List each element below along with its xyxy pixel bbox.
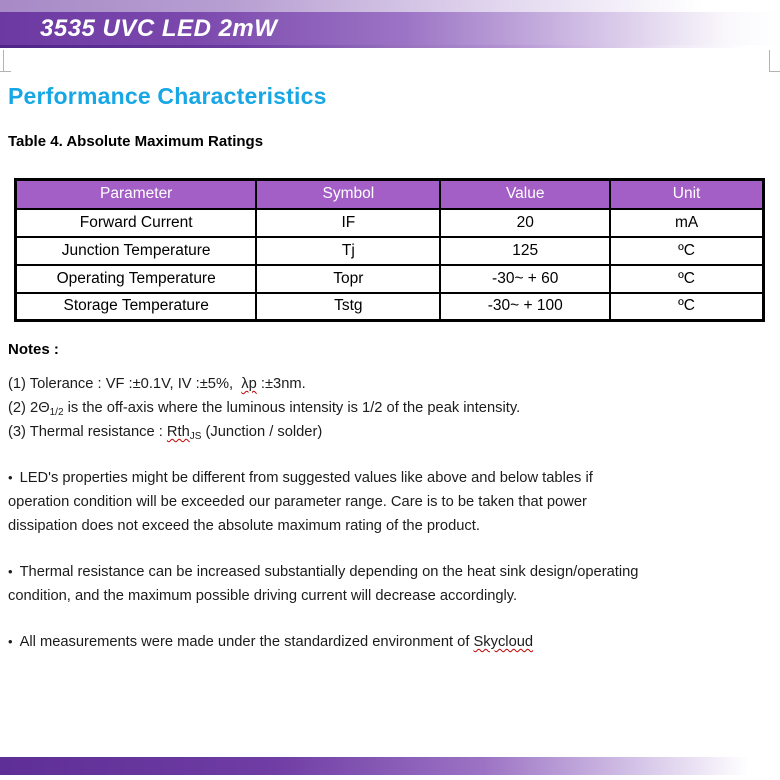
- bullet-icon: •: [8, 564, 13, 579]
- table-row: [16, 209, 764, 237]
- table-caption: Table 4. Absolute Maximum Ratings: [8, 133, 264, 150]
- note-2-subscript: 1/2: [49, 407, 64, 418]
- bullet-icon: •: [8, 634, 13, 649]
- notes-heading: Notes :: [8, 341, 59, 358]
- table-header-row: [16, 180, 764, 209]
- note-2-text-end: is the off-axis where the luminous intensity is 1/2 of the peak intensity.: [63, 400, 521, 416]
- cell-parameter: Storage Temperature: [16, 293, 257, 321]
- cell-unit: ºC: [610, 293, 763, 321]
- bullet-2-line-2: condition, and the maximum possible driving current will decrease accordingly.: [8, 588, 518, 604]
- header-banner: [0, 12, 780, 45]
- cell-parameter: Junction Temperature: [16, 237, 257, 265]
- page-corner-mark-left-tick: [0, 71, 11, 72]
- note-3-text: (3) Thermal resistance :: [8, 424, 167, 440]
- page-corner-mark-right: [769, 50, 770, 72]
- cell-value: 20: [440, 209, 610, 237]
- note-2: [8, 400, 520, 418]
- note-1-flagged-word: λp: [241, 376, 257, 392]
- note-1-text: (1) Tolerance : VF :±0.1V, IV :±5%,: [8, 376, 242, 392]
- table-row: [16, 265, 764, 293]
- table-row: [16, 237, 764, 265]
- column-header-parameter: Parameter: [16, 180, 257, 209]
- cell-symbol: Tj: [256, 237, 440, 265]
- page-corner-mark-right-tick: [769, 71, 780, 72]
- bullet-1-line-1: LED's properties might be different from suggested values like above and below tables if: [19, 470, 593, 486]
- bullet-1-line-3: dissipation does not exceed the absolute maximum rating of the product.: [8, 518, 480, 534]
- note-3-term-subscript: JS: [189, 431, 202, 442]
- note-3-flagged-term: [167, 424, 202, 440]
- column-header-unit: Unit: [610, 180, 763, 209]
- note-2-text: (2) 2Θ: [8, 400, 50, 416]
- cell-value: -30~ + 100: [440, 293, 610, 321]
- bullet-icon: •: [8, 470, 13, 485]
- table-row: [16, 293, 764, 321]
- cell-symbol: Tstg: [256, 293, 440, 321]
- note-1: [8, 376, 306, 392]
- note-3-term: Rth: [166, 424, 190, 440]
- note-1-text-end: :±3nm.: [256, 376, 306, 392]
- bullet-paragraph-led-properties: [8, 466, 593, 538]
- cell-symbol: Topr: [256, 265, 440, 293]
- bullet-3-flagged-word: Skycloud: [473, 634, 534, 650]
- note-3-text-end: (Junction / solder): [201, 424, 323, 440]
- note-3: [8, 424, 322, 442]
- cell-value: -30~ + 60: [440, 265, 610, 293]
- product-title: 3535 UVC LED 2mW: [40, 14, 278, 42]
- section-title: Performance Characteristics: [8, 83, 327, 109]
- bullet-2-line-1: Thermal resistance can be increased substantially depending on the heat sink design/operating: [19, 564, 639, 580]
- header-underline: [0, 45, 780, 48]
- bullet-3-text: All measurements were made under the standardized environment of: [19, 634, 474, 650]
- cell-parameter: Operating Temperature: [16, 265, 257, 293]
- header-gradient-strip: [0, 0, 780, 12]
- cell-unit: mA: [610, 209, 763, 237]
- bullet-paragraph-thermal-resistance: [8, 560, 638, 608]
- absolute-maximum-ratings-table: [14, 178, 765, 322]
- cell-parameter: Forward Current: [16, 209, 257, 237]
- page-corner-mark-left: [3, 50, 4, 72]
- bullet-1-line-2: operation condition will be exceeded our parameter range. Care is to be taken that power: [8, 494, 587, 510]
- cell-unit: ºC: [610, 237, 763, 265]
- column-header-symbol: Symbol: [256, 180, 440, 209]
- bullet-paragraph-measurements: [8, 630, 533, 654]
- column-header-value: Value: [440, 180, 610, 209]
- footer-gradient-bar: [0, 757, 780, 775]
- cell-value: 125: [440, 237, 610, 265]
- cell-unit: ºC: [610, 265, 763, 293]
- cell-symbol: IF: [256, 209, 440, 237]
